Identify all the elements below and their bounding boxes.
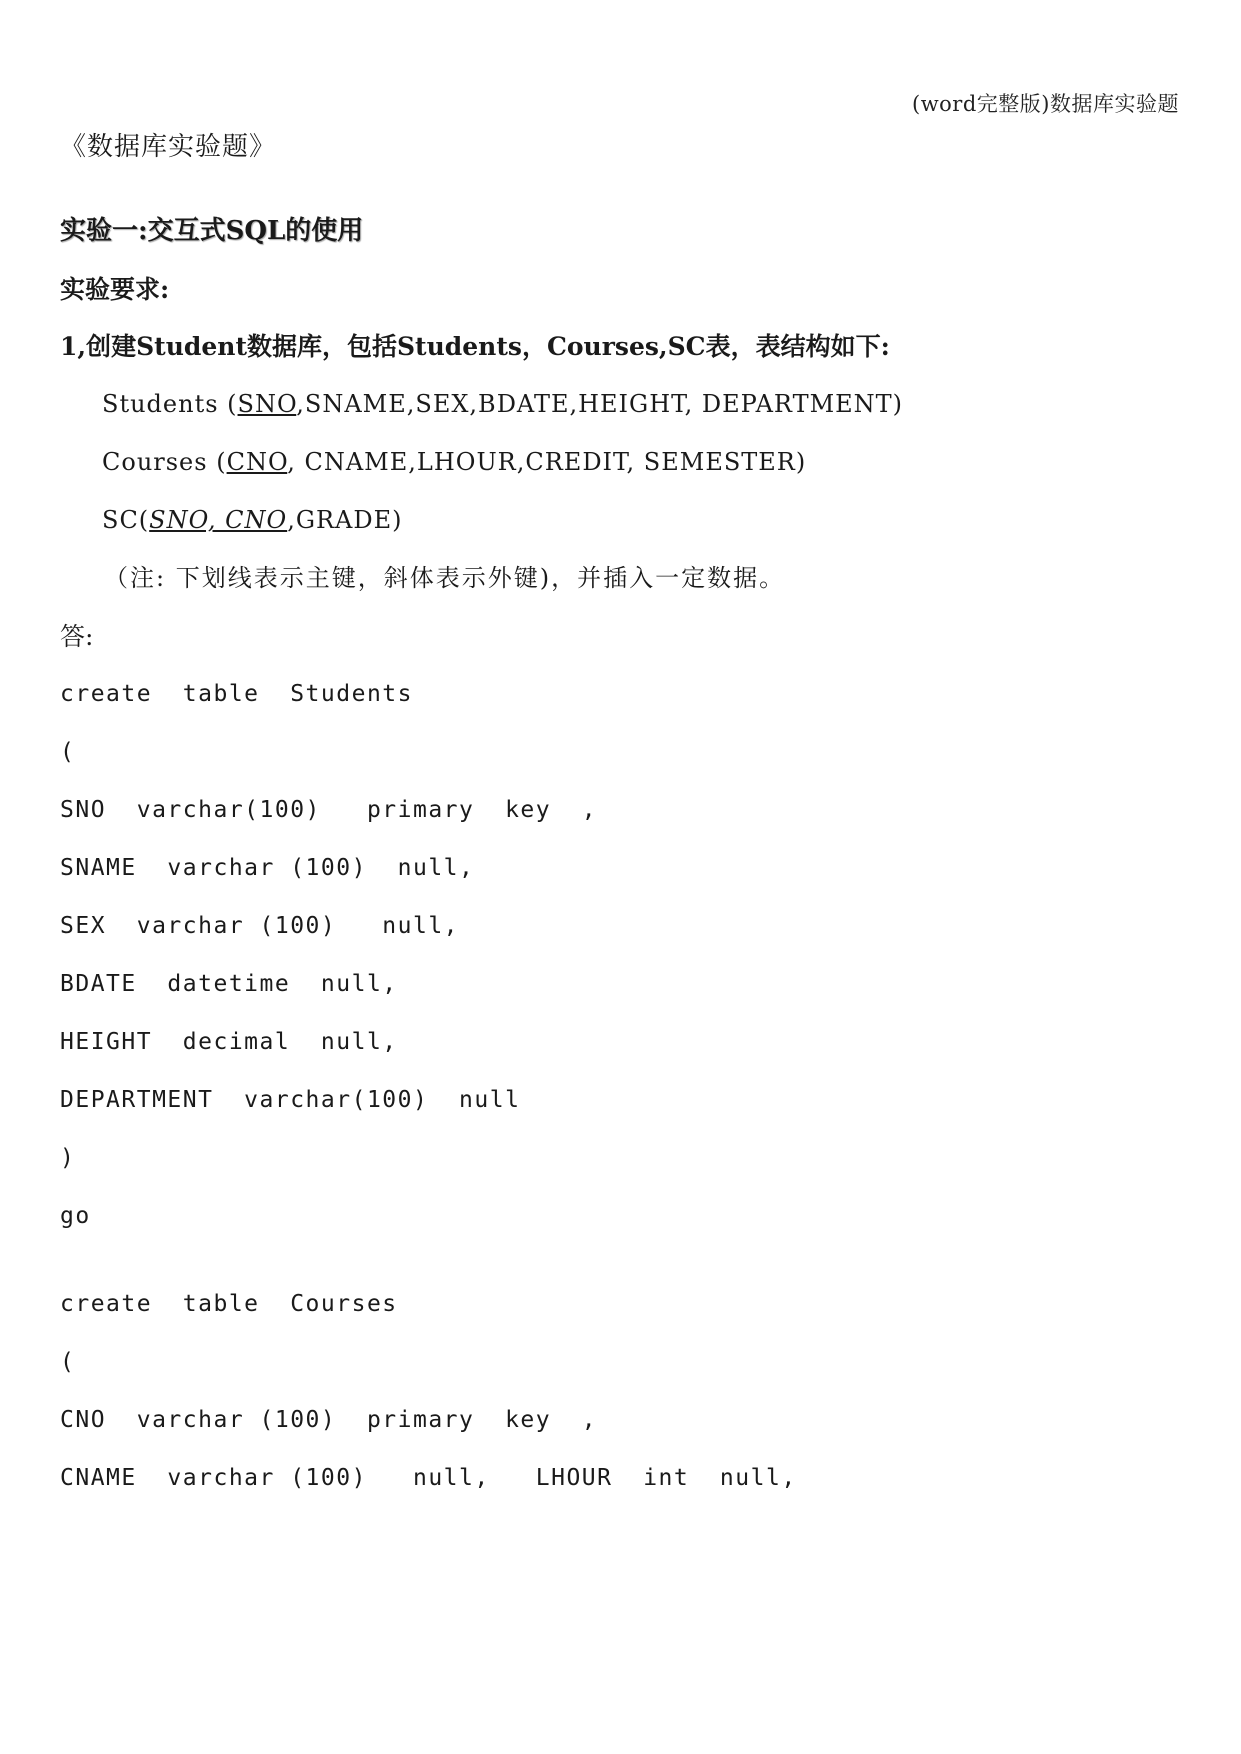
code-line: DEPARTMENT varchar(100) null	[60, 1087, 521, 1113]
schema-courses-primary-key: CNO	[226, 448, 288, 476]
task-1-text: 1,创建Student数据库，包括Students，Courses,SC表，表结构如下:	[60, 332, 890, 361]
requirements-label-text: 实验要求:	[60, 275, 170, 304]
schema-courses	[102, 450, 806, 474]
running-header: (word完整版)数据库实验题	[912, 92, 1179, 116]
schema-note: （注: 下划线表示主键，斜体表示外键)，并插入一定数据。	[104, 564, 786, 592]
schema-sc-columns: ,GRADE)	[287, 506, 403, 534]
schema-courses-prefix: Courses (	[102, 448, 227, 476]
code-line: BDATE datetime null,	[60, 971, 398, 997]
schema-sc	[102, 508, 403, 532]
code-line: (	[60, 739, 76, 765]
schema-sc-foreign-keys: SNO, CNO	[149, 506, 288, 534]
code-line: CNO varchar (100) primary key ,	[60, 1407, 598, 1433]
schema-students-columns: ,SNAME,SEX,BDATE,HEIGHT, DEPARTMENT)	[296, 390, 904, 418]
requirements-label	[60, 277, 169, 302]
code-line: HEIGHT decimal null,	[60, 1029, 398, 1055]
code-line: SEX varchar (100) null,	[60, 913, 460, 939]
code-line: CNAME varchar (100) null, LHOUR int null,	[60, 1465, 797, 1491]
schema-students-primary-key: SNO	[237, 390, 297, 418]
code-line: SNO varchar(100) primary key ,	[60, 797, 598, 823]
answer-label: 答:	[60, 622, 94, 651]
code-line: )	[60, 1145, 76, 1171]
schema-sc-prefix: SC(	[102, 506, 150, 534]
task-1	[60, 334, 890, 359]
schema-courses-columns: , CNAME,LHOUR,CREDIT, SEMESTER)	[287, 448, 807, 476]
experiment-title: 实验一:交互式SQL的使用	[60, 216, 364, 246]
schema-students-prefix: Students (	[102, 390, 238, 418]
code-line: go	[60, 1203, 91, 1229]
document-title: 《数据库实验题》	[60, 132, 277, 162]
code-line: SNAME varchar (100) null,	[60, 855, 475, 881]
code-line: (	[60, 1349, 76, 1375]
code-line: create table Students	[60, 681, 413, 707]
schema-students	[102, 392, 903, 416]
code-line: create table Courses	[60, 1291, 398, 1317]
